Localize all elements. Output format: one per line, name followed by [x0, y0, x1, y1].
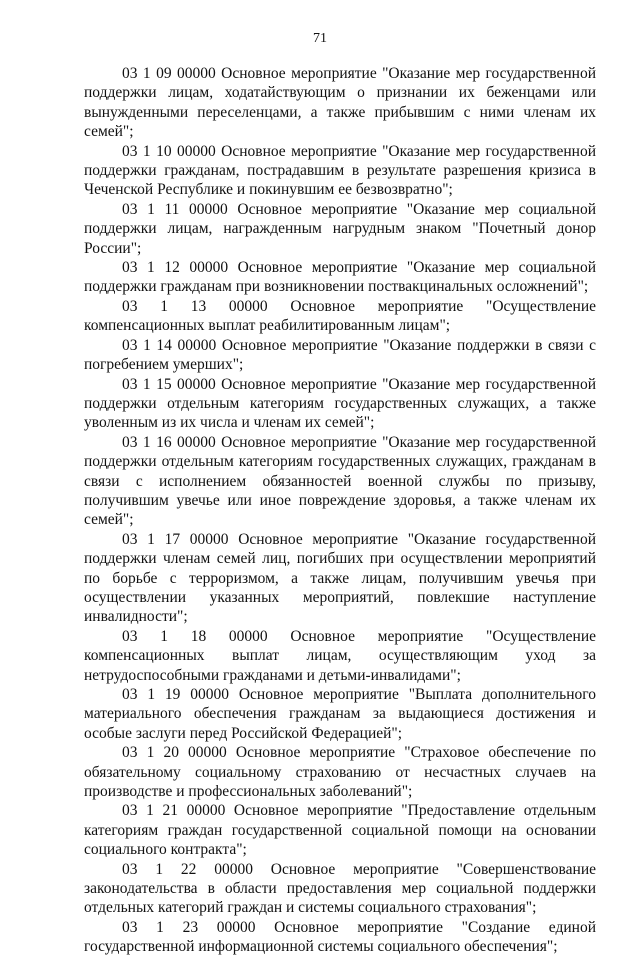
paragraph-03-1-13: 03 1 13 00000 Основное мероприятие "Осуществление компенсационных выплат реабилитированным лицам"; — [84, 297, 596, 335]
paragraph-03-1-21: 03 1 21 00000 Основное мероприятие "Предоставление отдельным категориям граждан государственной социальной помощи на основании социального контракта"; — [84, 802, 596, 859]
paragraph-03-1-16: 03 1 16 00000 Основное мероприятие "Оказание мер государственной поддержки отдельным категориям государственных служащих, гражданам в связи с исполнением обязанностей военной службы по призыву, получившим увечье или иное повреждение здоровья, а также членам их семей"; — [84, 433, 596, 529]
paragraph-03-1-19: 03 1 19 00000 Основное мероприятие "Выплата дополнительного материального обеспечения гражданам за выдающиеся достижения и особые заслуги перед Российской Федерацией"; — [84, 686, 596, 742]
paragraph-03-1-23: 03 1 23 00000 Основное мероприятие "Создание единой государственной информационной системы социального обеспечения"; — [84, 918, 596, 956]
document-body — [84, 64, 596, 957]
paragraph-03-1-20: 03 1 20 00000 Основное мероприятие "Страховое обеспечение по обязательному социальному страхованию от несчастных случаев на производстве и профессиональных заболеваний"; — [84, 744, 596, 801]
paragraph-03-1-22: 03 1 22 00000 Основное мероприятие "Совершенствование законодательства в области предоставления мер социальной поддержки отдельных категорий граждан и системы социального страхования"; — [84, 860, 596, 917]
paragraph-03-1-18: 03 1 18 00000 Основное мероприятие "Осуществление компенсационных выплат лицам, осуществляющим уход за нетрудоспособными гражданами и детьми-инвалидами"; — [84, 627, 596, 684]
paragraph-03-1-15: 03 1 15 00000 Основное мероприятие "Оказание мер государственной поддержки отдельным категориям государственных служащих, а также уволенным из их числа и членам их семей"; — [84, 375, 596, 432]
paragraph-03-1-10: 03 1 10 00000 Основное мероприятие "Оказание мер государственной поддержки гражданам, пострадавшим в результате разрешения кризиса в Чеченской Республике и покинувшим ее безвозвратно"; — [84, 142, 596, 199]
page-number: 71 — [313, 31, 327, 46]
paragraph-03-1-09: 03 1 09 00000 Основное мероприятие "Оказание мер государственной поддержки лицам, ходатайствующим о признании их беженцами или вынужденными переселенцами, а также прибывшим с ними членам их семей"; — [84, 65, 596, 141]
paragraph-03-1-12: 03 1 12 00000 Основное мероприятие "Оказание мер социальной поддержки гражданам при возникновении поствакцинальных осложнений"; — [84, 259, 596, 296]
paragraph-03-1-11: 03 1 11 00000 Основное мероприятие "Оказание мер социальной поддержки лицам, награжденным нагрудным знаком "Почетный донор России"; — [84, 200, 596, 257]
paragraph-03-1-14: 03 1 14 00000 Основное мероприятие "Оказание поддержки в связи с погребением умерших"; — [84, 336, 596, 374]
paragraph-03-1-17: 03 1 17 00000 Основное мероприятие "Оказание государственной поддержки членам семей лиц, погибших при осуществлении мероприятий по борьбе с терроризмом, а также лицам, получившим увечья при осуществлении указанных мероприятий, повлекшие наступление инвалидности"; — [84, 530, 596, 626]
